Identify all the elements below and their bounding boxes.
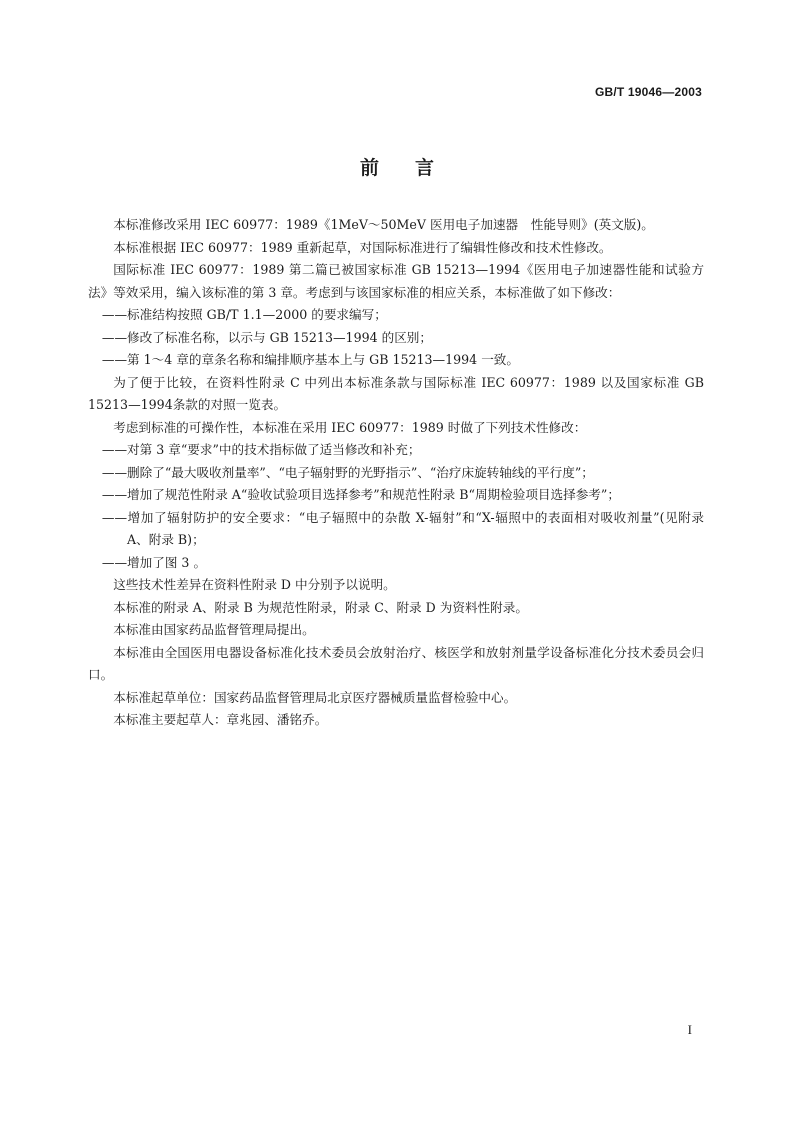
dash-list-item: ——增加了辐射防护的安全要求：“电子辐照中的杂散 X-辐射”和“X-辐照中的表面相对吸收剂量”(见附录 A、附录 B)；	[101, 509, 704, 547]
paragraph: 本标准由全国医用电器设备标准化技术委员会放射治疗、核医学和放射剂量学设备标准化分技术委员会归口。	[88, 644, 704, 682]
foreword-body	[88, 214, 704, 732]
standard-number: GB/T 19046—2003	[594, 85, 702, 99]
title-char-2: 言	[415, 157, 435, 179]
paragraph: 本标准起草单位：国家药品监督管理局北京医疗器械质量监督检验中心。	[113, 689, 517, 705]
dash-list-item: ——修改了标准名称，以示与 GB 15213—1994 的区别；	[101, 329, 432, 345]
dash-list-item: ——增加了图 3 。	[101, 554, 207, 570]
title-char-1: 前	[359, 157, 379, 179]
page-title	[0, 153, 794, 180]
paragraph: 本标准主要起草人：章兆园、潘铭乔。	[113, 712, 328, 727]
page-number: I	[687, 1022, 692, 1037]
paragraph: 国际标准 IEC 60977：1989 第二篇已被国家标准 GB 15213—1994《医用电子加速器性能和试验方法》等效采用，编入该标准的第 3 章。考虑到与该国家标准的相应关系，本标准做了如下修改：	[88, 262, 704, 300]
dash-list-item: ——对第 3 章“要求”中的技术指标做了适当修改和补充；	[101, 442, 421, 457]
dash-list-item: ——删除了“最大吸收剂量率”、“电子辐射野的光野指示”、“治疗床旋转轴线的平行度”；	[101, 464, 594, 480]
paragraph: 本标准的附录 A、附录 B 为规范性附录，附录 C、附录 D 为资料性附录。	[113, 599, 528, 615]
paragraph: 本标准修改采用 IEC 60977：1989《1MeV～50MeV 医用电子加速器 性能导则》(英文版)。	[113, 217, 654, 232]
paragraph: 这些技术性差异在资料性附录 D 中分别予以说明。	[113, 577, 396, 592]
paragraph: 本标准由国家药品监督管理局提出。	[113, 622, 315, 637]
paragraph: 考虑到标准的可操作性，本标准在采用 IEC 60977：1989 时做了下列技术性修改：	[113, 419, 587, 435]
dash-list-item: ——第 1～4 章的章条名称和编排顺序基本上与 GB 15213—1994 一致。	[101, 352, 519, 367]
paragraph: 本标准根据 IEC 60977：1989 重新起草，对国际标准进行了编辑性修改和技术性修改。	[113, 239, 612, 255]
paragraph: 为了便于比较，在资料性附录 C 中列出本标准条款与国际标准 IEC 60977：1989 以及国家标准 GB 15213—1994条款的对照一览表。	[88, 374, 704, 412]
dash-list-item: ——标准结构按照 GB/T 1.1—2000 的要求编写；	[101, 307, 387, 322]
dash-list-item: ——增加了规范性附录 A“验收试验项目选择参考”和规范性附录 B“周期检验项目选择参考”；	[101, 487, 620, 502]
